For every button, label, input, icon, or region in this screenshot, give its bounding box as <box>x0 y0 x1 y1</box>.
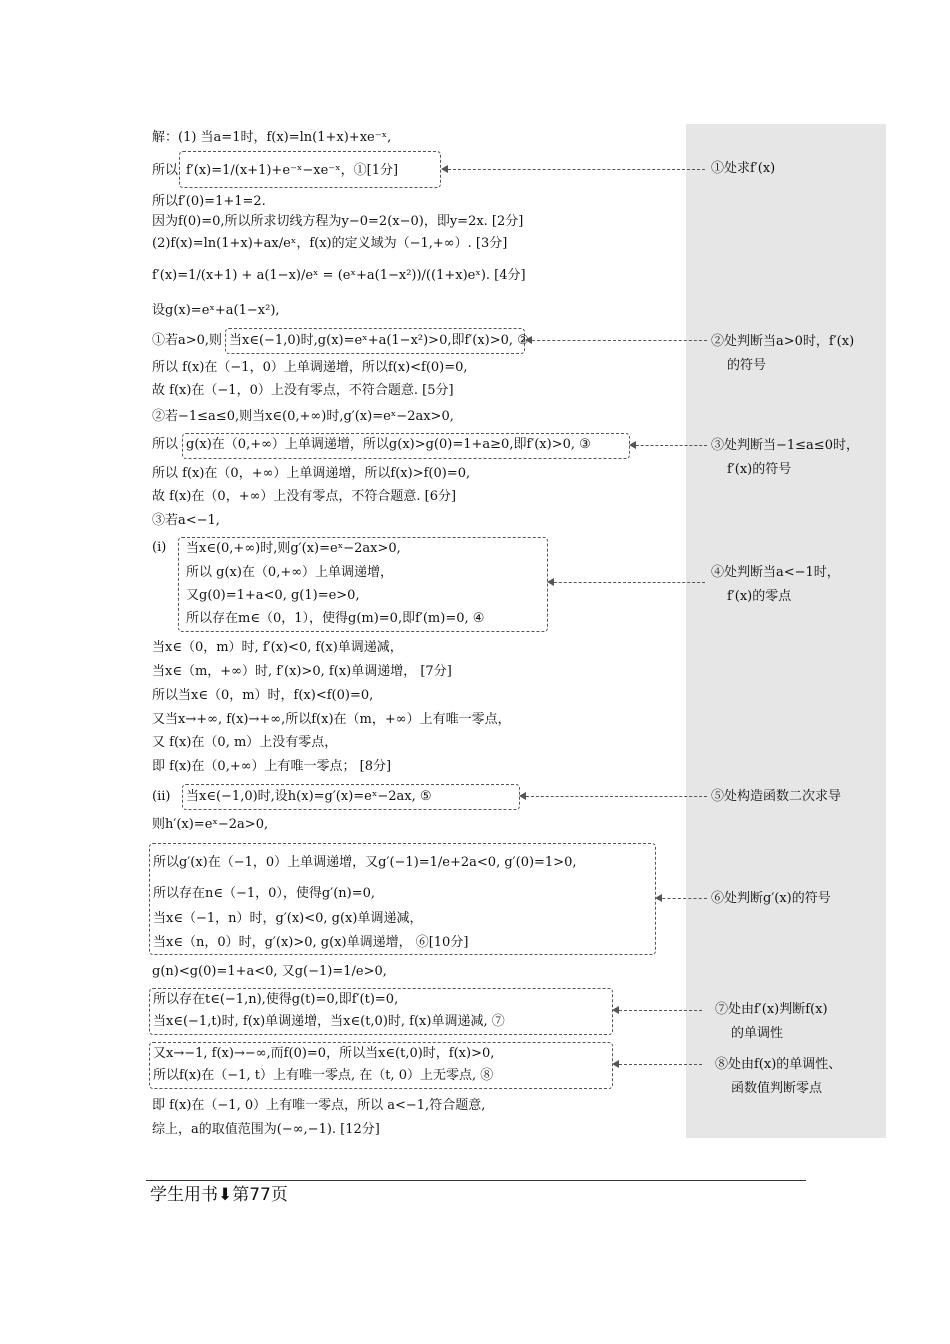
annotation-note: ⑥处判断g′(x)的符号 <box>711 891 831 906</box>
solution-line: g(x)在（0,+∞）上单调递增，所以g(x)>g(0)=1+a≥0,即f′(x)>0, ③ <box>186 437 591 452</box>
solution-line: 当x∈（0，m）时, f′(x)<0, f(x)单调递减， <box>152 640 403 655</box>
solution-line: 又x→−1, f(x)→−∞,而f(0)=0，所以当x∈(t,0)时，f(x)>0, <box>153 1046 495 1061</box>
arrow-3 <box>631 445 707 446</box>
solution-line: 又g(0)=1+a<0, g(1)=e>0, <box>186 588 360 603</box>
solution-line: 综上，a的取值范围为(−∞,−1). [12分] <box>152 1122 380 1137</box>
solution-line: ①若a>0,则 <box>152 333 223 348</box>
solution-line: 所以 <box>152 163 179 178</box>
solution-line: 故 f(x)在（−1，0）上没有零点，不符合题意. [5分] <box>152 383 454 398</box>
solution-line: 所以g′(x)在（−1，0）上单调递增，又g′(−1)=1/e+2a<0, g′(0)=1>0, <box>153 855 577 870</box>
solution-line: 即 f(x)在（−1, 0）上有唯一零点，所以 a<−1,符合题意, <box>152 1098 486 1113</box>
footer-divider <box>146 1180 806 1181</box>
solution-line: 当x∈（−1，n）时，g′(x)<0, g(x)单调递减， <box>153 911 423 926</box>
page-footer: 学生用书⬇第77页 <box>150 1185 288 1205</box>
solution-line: (ⅰ) <box>152 540 167 555</box>
solution-line: 所以 f(x)在（0，+∞）上单调递增，所以f(x)>f(0)=0, <box>152 466 471 481</box>
solution-line: f′(x)=1/(x+1)+e⁻ˣ−xe⁻ˣ，①[1分] <box>186 163 399 178</box>
solution-line: 所以 g(x)在（0,+∞）上单调递增， <box>186 565 394 580</box>
solution-line: 解：(1) 当a=1时，f(x)=ln(1+x)+xe⁻ˣ, <box>152 130 392 145</box>
solution-line: (2)f(x)=ln(1+x)+ax/eˣ，f(x)的定义域为（−1,+∞）. [3分] <box>152 236 508 251</box>
annotation-note: ⑧处由f(x)的单调性、 <box>715 1057 842 1072</box>
solution-line: (ⅱ) <box>152 789 171 804</box>
annotation-note: 的单调性 <box>731 1026 784 1041</box>
solution-line: 当x∈（m，+∞）时, f′(x)>0, f(x)单调递增， [7分] <box>152 664 452 679</box>
solution-line: ②若−1≤a≤0,则当x∈(0,+∞)时,g′(x)=eˣ−2ax>0, <box>152 409 454 424</box>
solution-line: 因为f(0)=0,所以所求切线方程为y−0=2(x−0)，即y=2x. [2分] <box>152 214 524 229</box>
solution-line: 所以存在t∈(−1,n),使得g(t)=0,即f′(t)=0, <box>153 992 399 1007</box>
solution-line: 故 f(x)在（0，+∞）上没有零点，不符合题意. [6分] <box>152 489 457 504</box>
annotation-note: 的符号 <box>727 358 767 373</box>
solution-line: 则h′(x)=eˣ−2a>0, <box>152 817 269 832</box>
solution-line: 又 f(x)在（0, m）上没有零点， <box>152 735 338 750</box>
solution-line: 所以 <box>152 437 179 452</box>
arrow-2 <box>527 340 707 341</box>
solution-line: 当x∈（n，0）时，g′(x)>0, g(x)单调递增， ⑥[10分] <box>153 935 469 950</box>
annotation-note: ⑦处由f′(x)判断f(x) <box>715 1002 828 1017</box>
arrow-7 <box>614 1010 702 1011</box>
solution-line: 所以f(x)在（−1, t）上有唯一零点, 在（t, 0）上无零点, ⑧ <box>153 1068 494 1083</box>
annotation-note: ⑤处构造函数二次求导 <box>711 789 842 804</box>
arrow-4 <box>549 582 705 583</box>
solution-line: 当x∈(−1,t)时, f(x)单调递增，当x∈(t,0)时, f(x)单调递减, ⑦ <box>153 1014 505 1029</box>
solution-line: 所以当x∈（0，m）时，f(x)<f(0)=0, <box>152 688 374 703</box>
solution-line: f′(x)=1/(x+1) + a(1−x)/eˣ = (eˣ+a(1−x²))/((1+x)eˣ). [4分] <box>152 268 526 283</box>
annotation-note: f′(x)的零点 <box>727 589 792 604</box>
solution-line: 当x∈(0,+∞)时,则g′(x)=eˣ−2ax>0, <box>186 541 401 556</box>
annotation-note: ③处判断当−1≤a≤0时， <box>711 438 859 453</box>
annotation-note: ②处判断当a>0时，f′(x) <box>711 334 855 349</box>
arrow-5 <box>521 796 707 797</box>
solution-line: 当x∈(−1,0)时,g(x)=eˣ+a(1−x²)>0,即f′(x)>0, ② <box>229 333 529 348</box>
solution-line: 所以存在n∈（−1，0），使得g′(n)=0, <box>153 886 376 901</box>
solution-line: 当x∈(−1,0)时,设h(x)=g′(x)=eˣ−2ax, ⑤ <box>186 789 432 804</box>
solution-line: 所以 f(x)在（−1，0）上单调递增，所以f(x)<f(0)=0, <box>152 360 468 375</box>
arrow-8 <box>614 1064 702 1065</box>
solution-line: 即 f(x)在（0,+∞）上有唯一零点； [8分] <box>152 759 392 774</box>
solution-line: g(n)<g(0)=1+a<0, 又g(−1)=1/e>0, <box>152 964 387 979</box>
annotation-sidebar <box>686 124 886 1138</box>
solution-line: 所以存在m∈（0，1），使得g(m)=0,即f′(m)=0, ④ <box>186 611 485 626</box>
solution-line: 设g(x)=eˣ+a(1−x²), <box>152 303 280 318</box>
solution-line: ③若a<−1, <box>152 513 220 528</box>
annotation-note: ④处判断当a<−1时， <box>711 565 840 580</box>
annotation-note: 函数值判断零点 <box>731 1081 823 1096</box>
solution-line: 又当x→+∞, f(x)→+∞,所以f(x)在（m，+∞）上有唯一零点， <box>152 712 511 727</box>
annotation-note: f′(x)的符号 <box>727 462 792 477</box>
annotation-note: ①处求f′(x) <box>711 161 776 176</box>
solution-line: 所以f′(0)=1+1=2. <box>152 194 266 209</box>
arrow-6 <box>657 898 707 899</box>
arrow-1 <box>443 169 705 170</box>
